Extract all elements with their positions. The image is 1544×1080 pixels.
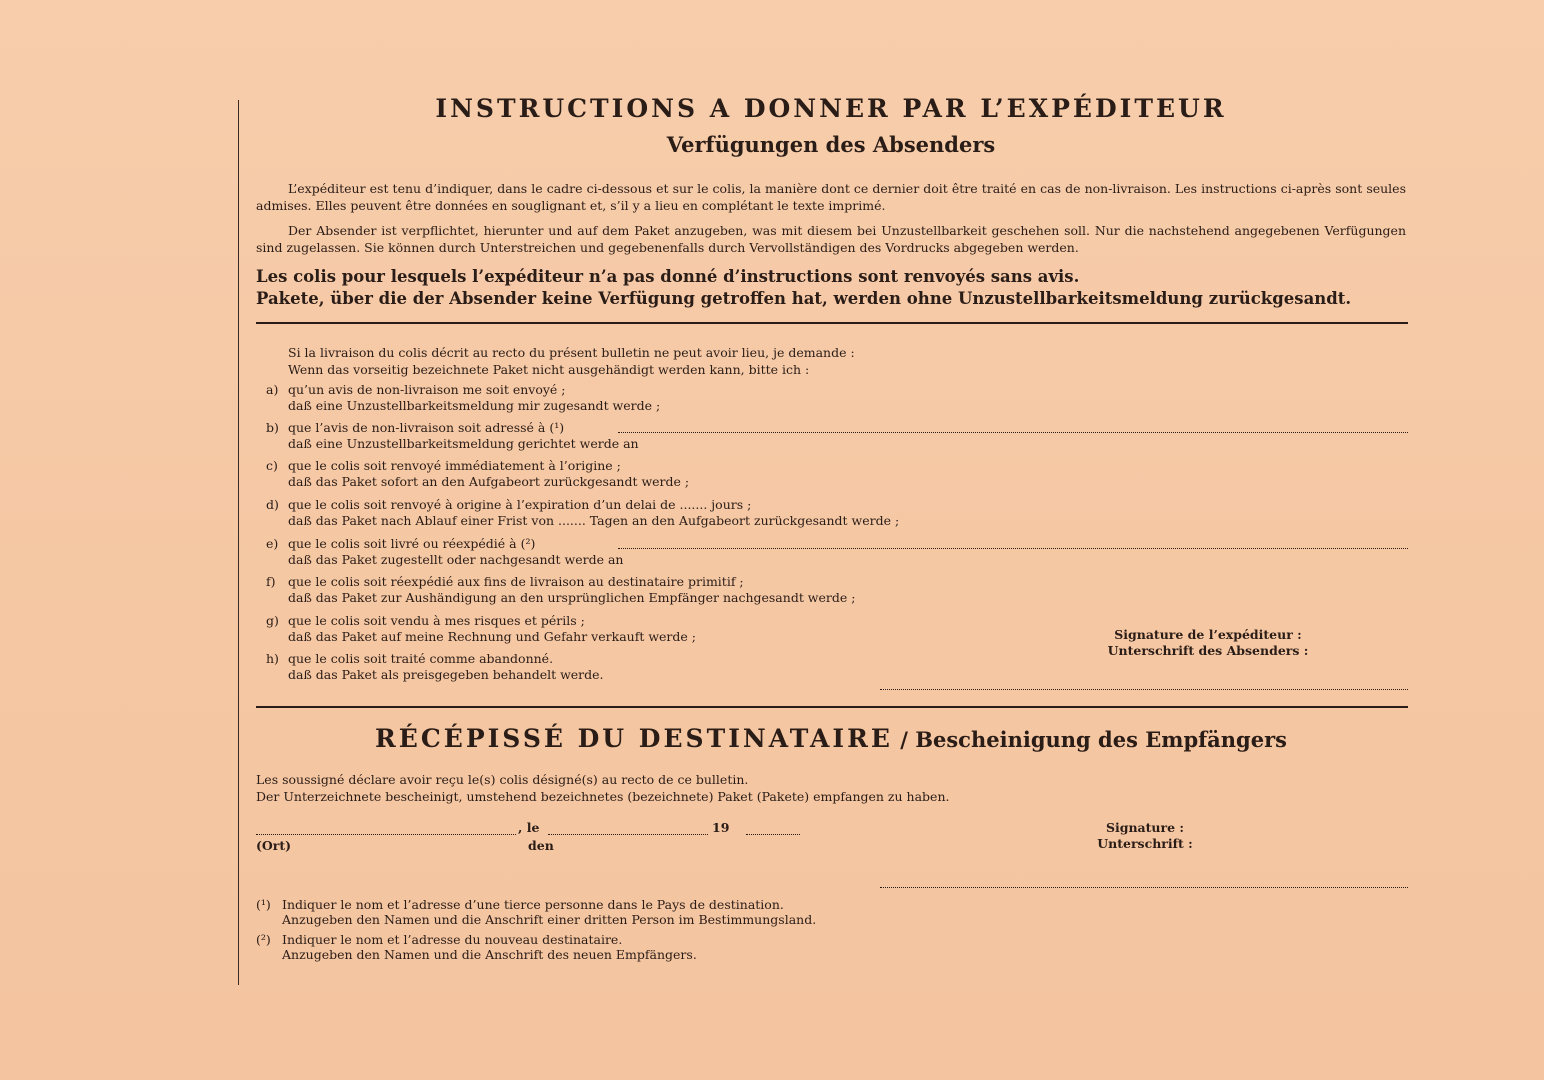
receipt-year-field[interactable] [746, 834, 800, 835]
request-line-de: Wenn das vorseitig bezeichnete Paket nicht ausgehändigt werden kann, bitte ich : [288, 362, 810, 377]
option-e-address-field[interactable] [618, 548, 1408, 549]
option-b-address-field[interactable] [618, 432, 1408, 433]
request-line-fr: Si la livraison du colis décrit au recto du présent bulletin ne peut avoir lieu, je demande : [288, 345, 855, 360]
recipient-signature-field[interactable] [880, 887, 1408, 888]
footnote-mark: (¹) [256, 897, 271, 912]
sender-signature-label-fr: Signature de l’expéditeur : [1114, 627, 1302, 642]
sender-signature-label-de: Unterschrift des Absenders : [1107, 643, 1309, 658]
receipt-date-comma-le: , le [518, 820, 540, 835]
option-text-fr: que le colis soit livré ou réexpédié à (²) [288, 536, 536, 551]
sender-signature-field[interactable] [880, 689, 1408, 690]
option-f[interactable] [266, 574, 1026, 606]
footnote-text-fr: Indiquer le nom et l’adresse du nouveau destinataire. [282, 932, 623, 947]
receipt-line-de: Der Unterzeichnete bescheinigt, umstehend bezeichnetes (bezeichnete) Paket (Pakete) empfangen zu haben. [256, 789, 950, 804]
intro-paragraph-de: Der Absender ist verpflichtet, hierunter und auf dem Paket anzugeben, was mit diesem bei Unzustellbarkeit geschehen soll. Nur die nachstehend angegebenen Verfügungen sind zugelassen. Sie können durch Unterstreichen und gegebenenfalls durch Vervollständigen des Vordrucks abgegeben werden. [256, 223, 1406, 255]
option-d[interactable] [266, 497, 1026, 529]
option-letter: e) [266, 536, 279, 551]
receipt-den-label: den [528, 838, 554, 853]
option-text-fr: que le colis soit réexpédié aux fins de livraison au destinataire primitif ; [288, 574, 744, 589]
footnote-2 [256, 932, 956, 962]
option-letter: d) [266, 497, 279, 512]
option-letter: b) [266, 420, 279, 435]
section-divider-bottom [256, 706, 1408, 708]
option-letter: a) [266, 382, 279, 397]
receipt-date-field[interactable] [548, 834, 708, 835]
receipt-title [256, 724, 1406, 753]
option-text-de: daß das Paket zur Aushändigung an den ursprünglichen Empfänger nachgesandt werde ; [288, 590, 856, 605]
notice-de: Pakete, über die der Absender keine Verfügung getroffen hat, werden ohne Unzustellbarkeitsmeldung zurückgesandt. [256, 289, 1352, 308]
option-text-de: daß das Paket zugestellt oder nachgesandt werde an [288, 552, 624, 567]
option-e[interactable] [266, 536, 1026, 568]
instructions-subtitle: Verfügungen des Absenders [666, 132, 996, 157]
option-text-de: daß das Paket als preisgegeben behandelt werde. [288, 667, 604, 682]
option-letter: c) [266, 458, 278, 473]
option-text-de: daß das Paket sofort an den Aufgabeort zurückgesandt werde ; [288, 474, 690, 489]
option-text-fr: que le colis soit traité comme abandonné. [288, 651, 554, 666]
footnote-1 [256, 897, 956, 927]
receipt-title-fr: RÉCÉPISSÉ DU DESTINATAIRE [375, 724, 893, 753]
option-letter: g) [266, 613, 279, 628]
left-margin-rule [238, 100, 239, 985]
recipient-signature-label-de: Unterschrift : [1097, 836, 1193, 851]
option-text-de: daß das Paket nach Ablauf einer Frist von ....... Tagen an den Aufgabeort zurückgesandt werde ; [288, 513, 900, 528]
instructions-title: INSTRUCTIONS A DONNER PAR L’EXPÉDITEUR [435, 94, 1227, 123]
option-letter: f) [266, 574, 276, 589]
option-text-fr: qu’un avis de non-livraison me soit envoyé ; [288, 382, 566, 397]
receipt-place-field[interactable] [256, 834, 516, 835]
receipt-title-separator: / [892, 727, 916, 752]
option-b[interactable] [266, 420, 1026, 452]
option-a[interactable] [266, 382, 1026, 414]
footnote-text-de: Anzugeben den Namen und die Anschrift einer dritten Person im Bestimmungsland. [282, 912, 817, 927]
option-text-fr: que le colis soit renvoyé à origine à l’expiration d’un delai de ....... jours ; [288, 497, 752, 512]
option-text-fr: que l’avis de non-livraison soit adressé à (¹) [288, 420, 565, 435]
option-letter: h) [266, 651, 279, 666]
receipt-line-fr: Les soussigné déclare avoir reçu le(s) colis désigné(s) au recto de ce bulletin. [256, 772, 749, 787]
option-text-de: daß eine Unzustellbarkeitsmeldung mir zugesandt werde ; [288, 398, 661, 413]
option-text-de: daß eine Unzustellbarkeitsmeldung gerichtet werde an [288, 436, 639, 451]
receipt-year-prefix: 19 [712, 820, 730, 835]
notice-fr: Les colis pour lesquels l’expéditeur n’a pas donné d’instructions sont renvoyés sans avis. [256, 267, 1080, 286]
intro-paragraph-fr: L’expéditeur est tenu d’indiquer, dans le cadre ci-dessous et sur le colis, la manière dont ce dernier doit être traité en cas de non-livraison. Les instructions ci-après sont seules admises. Elles peuvent être données en souglignant et, s’il y a lieu en complétant le texte imprimé. [256, 181, 1406, 213]
footnote-mark: (²) [256, 932, 271, 947]
option-c[interactable] [266, 458, 1026, 490]
section-divider-top [256, 322, 1408, 324]
option-text-de: daß das Paket auf meine Rechnung und Gefahr verkauft werde ; [288, 629, 696, 644]
footnote-text-de: Anzugeben den Namen und die Anschrift des neuen Empfängers. [282, 947, 697, 962]
option-text-fr: que le colis soit vendu à mes risques et périls ; [288, 613, 585, 628]
receipt-title-de: Bescheinigung des Empfängers [915, 727, 1287, 752]
option-g[interactable] [266, 613, 1026, 645]
option-h[interactable] [266, 651, 1026, 683]
recipient-signature-label-fr: Signature : [1105, 820, 1185, 835]
receipt-ort-label: (Ort) [256, 838, 292, 853]
option-text-fr: que le colis soit renvoyé immédiatement à l’origine ; [288, 458, 621, 473]
footnote-text-fr: Indiquer le nom et l’adresse d’une tierce personne dans le Pays de destination. [282, 897, 784, 912]
